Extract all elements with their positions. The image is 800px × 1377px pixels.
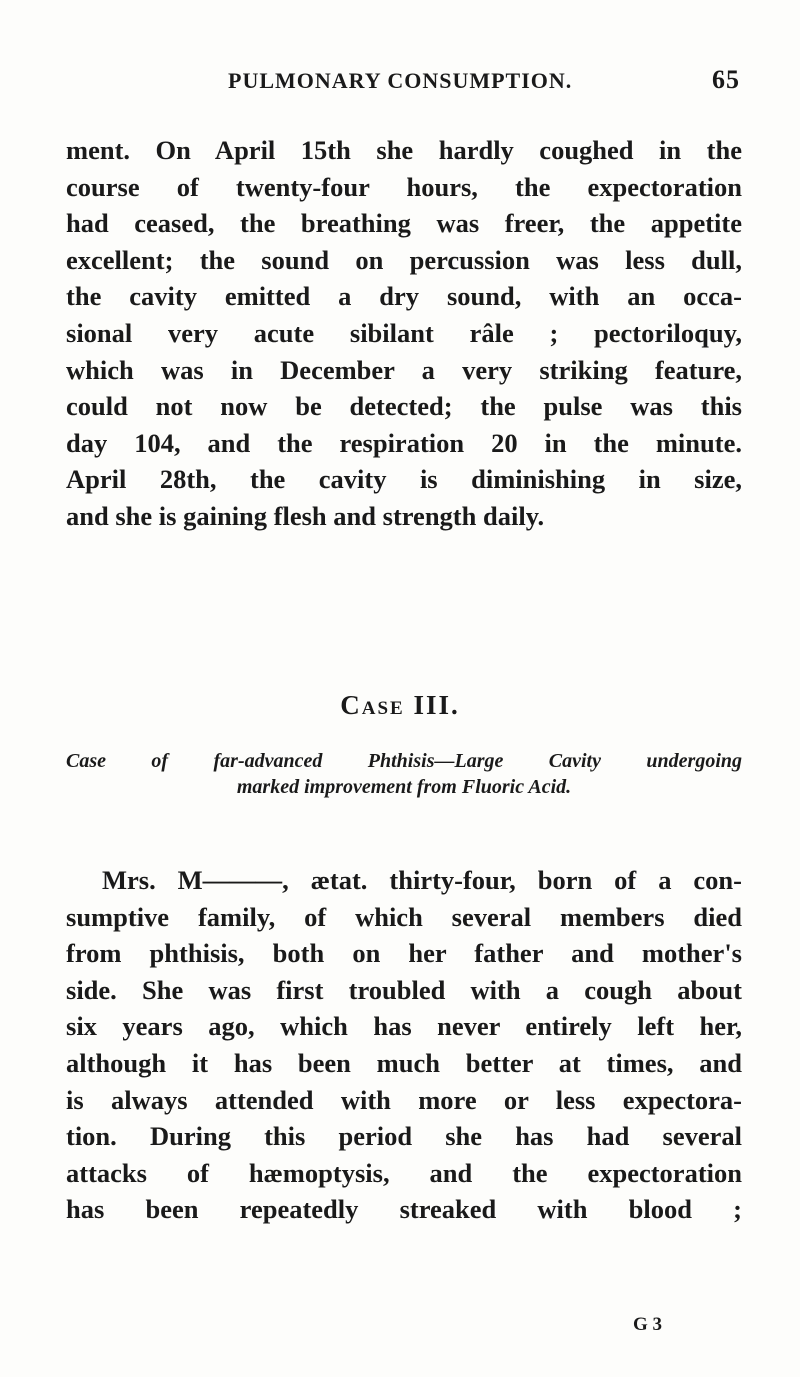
running-title: PULMONARY CONSUMPTION. xyxy=(228,68,573,93)
case-subtitle xyxy=(66,748,742,800)
text-line: tion. During this period she has had several xyxy=(66,1121,742,1152)
text-line: ment. On April 15th she hardly coughed in the xyxy=(66,135,742,165)
text-line: is always attended with more or less expectora- xyxy=(66,1084,742,1115)
text-line: which was in December a very striking feature, xyxy=(66,354,742,385)
case-paragraph xyxy=(66,862,742,1228)
page-number: 65 xyxy=(712,65,740,94)
text-line: from phthisis, both on her father and mother's xyxy=(66,938,742,969)
case-heading: Case III. xyxy=(340,690,460,720)
text-line: attacks of hæmoptysis, and the expectoration xyxy=(66,1157,742,1188)
text-line: excellent; the sound on percussion was less dull, xyxy=(66,244,742,275)
text-line: day 104, and the respiration 20 in the minute. xyxy=(66,427,742,458)
text-line: has been repeatedly streaked with blood ; xyxy=(66,1194,742,1225)
text-line: side. She was first troubled with a cough about xyxy=(66,974,742,1005)
text-line: and she is gaining flesh and strength daily. xyxy=(66,500,545,531)
text-line: although it has been much better at times, and xyxy=(66,1047,742,1078)
subtitle-line: Case of far-advanced Phthisis—Large Cavity undergoing xyxy=(66,750,742,772)
text-line: sumptive family, of which several members died xyxy=(66,901,742,932)
paragraph-continued xyxy=(66,132,742,535)
signature-mark: G 3 xyxy=(633,1314,663,1335)
text-line: sional very acute sibilant râle ; pectoriloquy, xyxy=(66,317,742,348)
text-line: the cavity emitted a dry sound, with an occa- xyxy=(66,281,742,312)
subtitle-line: marked improvement from Fluoric Acid. xyxy=(236,776,572,798)
text-line: had ceased, the breathing was freer, the appetite xyxy=(66,208,742,239)
text-line: Mrs. M———, ætat. thirty-four, born of a con- xyxy=(102,865,742,895)
text-line: six years ago, which has never entirely left her, xyxy=(66,1011,742,1042)
text-line: course of twenty-four hours, the expectoration xyxy=(66,171,742,202)
text-line: April 28th, the cavity is diminishing in size, xyxy=(66,464,742,495)
text-line: could not now be detected; the pulse was this xyxy=(66,391,742,422)
running-head xyxy=(228,65,740,102)
